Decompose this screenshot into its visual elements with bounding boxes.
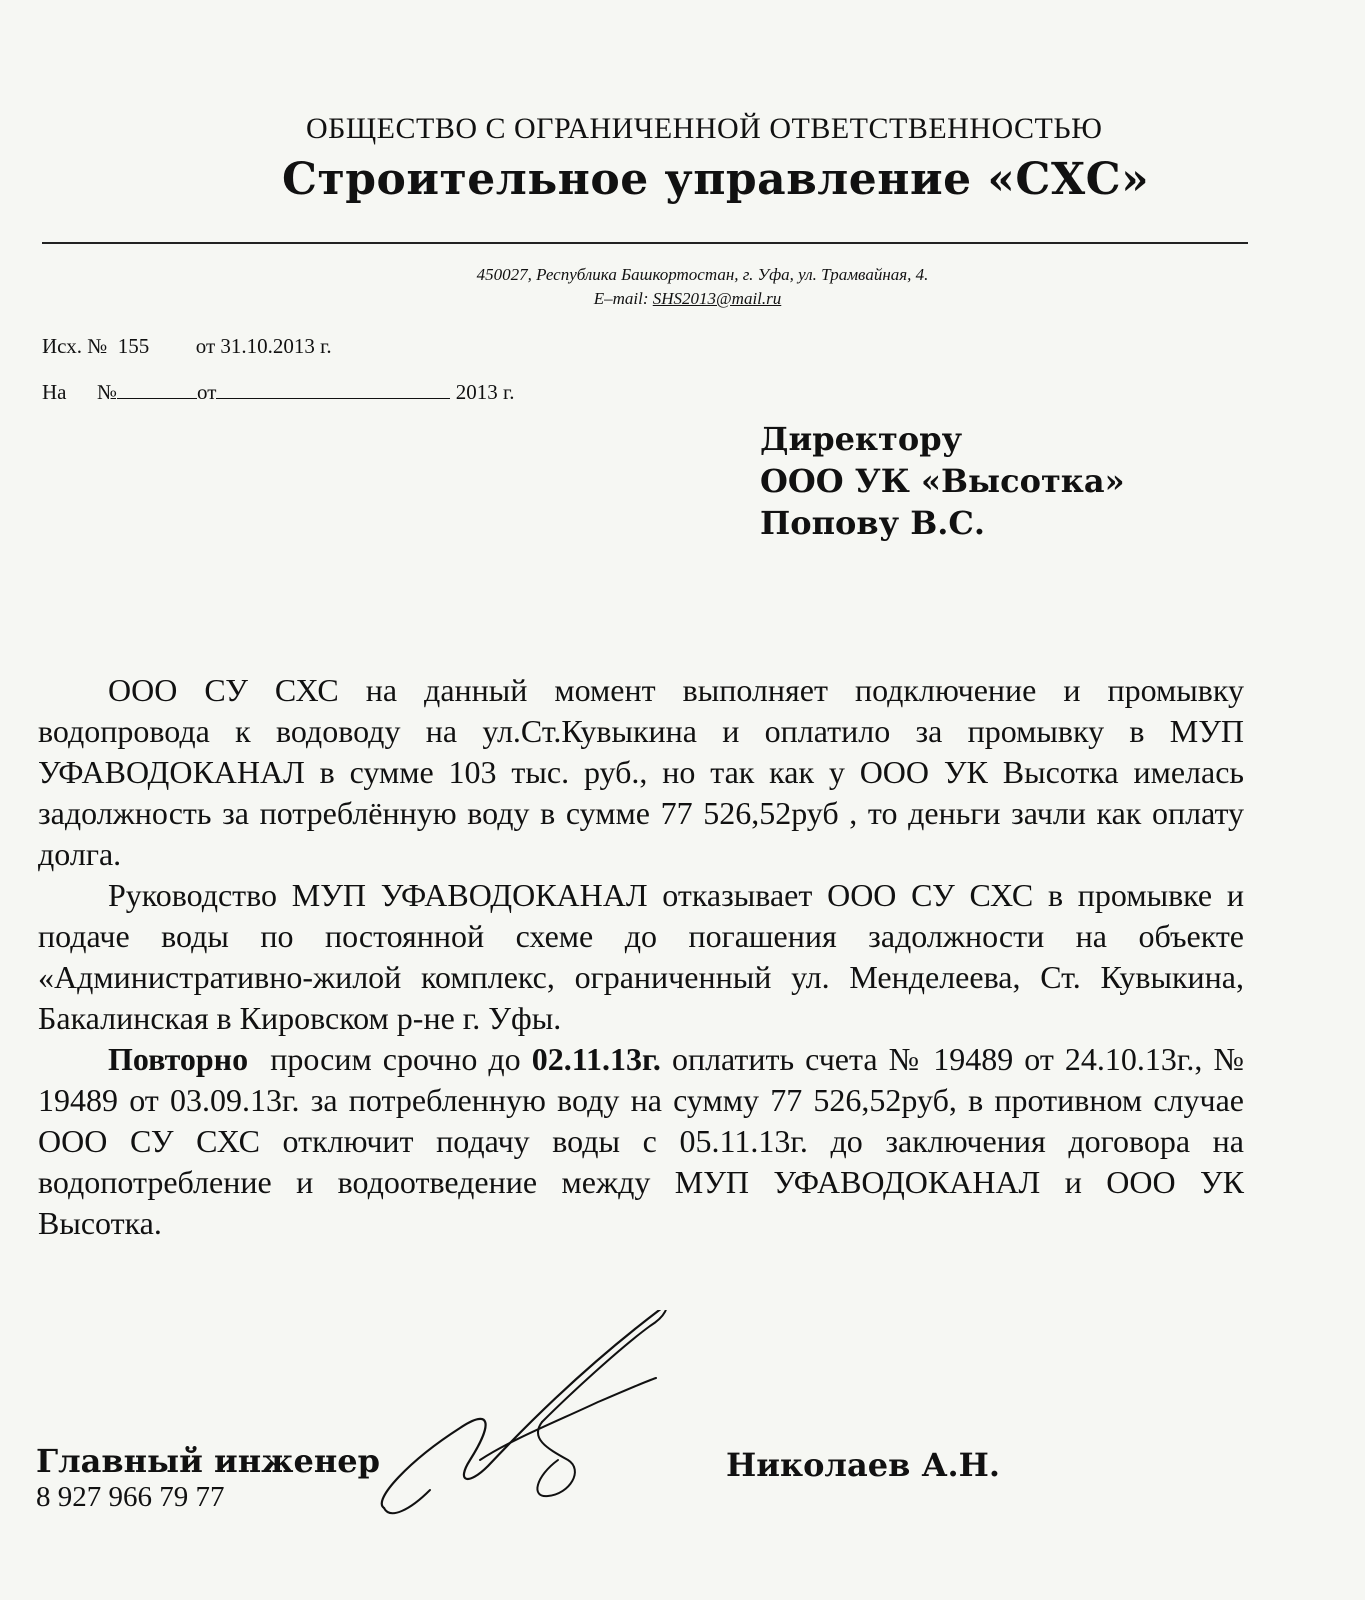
paragraph-3-text-2: оплатить счета № 19489 от 24.10.13г., № 19489 от 03.09.13г. за потребленную воду на сумму 77 526,52руб, в противном случае ООО СУ СХС отключит подачу воды с 05.11.13г. до заключения договора на водопотребление и водоотведение между МУП УФАВОДОКАНАЛ и ООО УК Высотка. <box>38 1041 1245 1241</box>
header-divider <box>42 242 1248 244</box>
paragraph-1: ООО СУ СХС на данный момент выполняет подключение и промывку водопровода к водоводу на ул.Ст.Кувыкина и оплатило за промывку в МУП УФАВОДОКАНАЛ в сумме 103 тыс. руб., но так как у ООО УК Высотка имелась задолжность за потреблённую воду в сумме 77 526,52руб , то деньги зачли как оплату долга. <box>38 672 1244 872</box>
paragraph-3-text-1: просим срочно до <box>248 1041 532 1077</box>
signatory-phone: 8 927 966 79 77 <box>36 1481 225 1513</box>
handwritten-signature <box>370 1310 680 1530</box>
paragraph-2: Руководство МУП УФАВОДОКАНАЛ отказывает ООО СУ СХС в промывке и подаче воды по постоянной схеме до погашения задолжности на объекте «Административно-жилой комплекс, ограниченный ул. Менделеева, Ст. Кувыкина, Бакалинская в Кировском р-не г. Уфы. <box>38 877 1244 1036</box>
organization-name: Строительное управление «СХС» <box>282 154 1150 205</box>
addressee-name: Попову В.С. <box>760 504 985 542</box>
outgoing-label: Исх. № <box>42 334 108 358</box>
letter-body <box>38 670 1244 1244</box>
incoming-from-label: от <box>197 380 217 404</box>
addressee-block <box>760 418 1125 544</box>
outgoing-date: от 31.10.2013 г. <box>195 334 332 358</box>
incoming-label: На <box>42 380 67 404</box>
incoming-reference <box>42 380 514 405</box>
incoming-number-sign: № <box>97 380 118 404</box>
outgoing-number: 155 <box>117 334 150 358</box>
email-label: E–mail: <box>593 289 649 308</box>
addressee-organization: ООО УК «Высотка» <box>760 462 1125 500</box>
signatory-name: Николаев А.Н. <box>726 1446 1001 1484</box>
organization-type: ОБЩЕСТВО С ОГРАНИЧЕННОЙ ОТВЕТСТВЕННОСТЬЮ <box>306 112 1103 145</box>
paragraph-3 <box>38 1039 1244 1244</box>
outgoing-reference <box>42 334 332 359</box>
emphasis-deadline: 02.11.13г. <box>531 1041 661 1077</box>
emphasis-repeat: Повторно <box>108 1041 249 1077</box>
organization-email-line <box>0 289 1365 309</box>
incoming-date-blank <box>216 380 450 399</box>
signatory-title: Главный инженер <box>36 1442 380 1480</box>
email-link[interactable]: SHS2013@mail.ru <box>652 289 782 308</box>
incoming-year: 2013 г. <box>455 380 515 404</box>
incoming-number-blank <box>117 380 197 399</box>
addressee-position: Директору <box>760 420 963 458</box>
organization-address: 450027, Республика Башкортостан, г. Уфа, ул. Трамвайная, 4. <box>476 265 929 284</box>
